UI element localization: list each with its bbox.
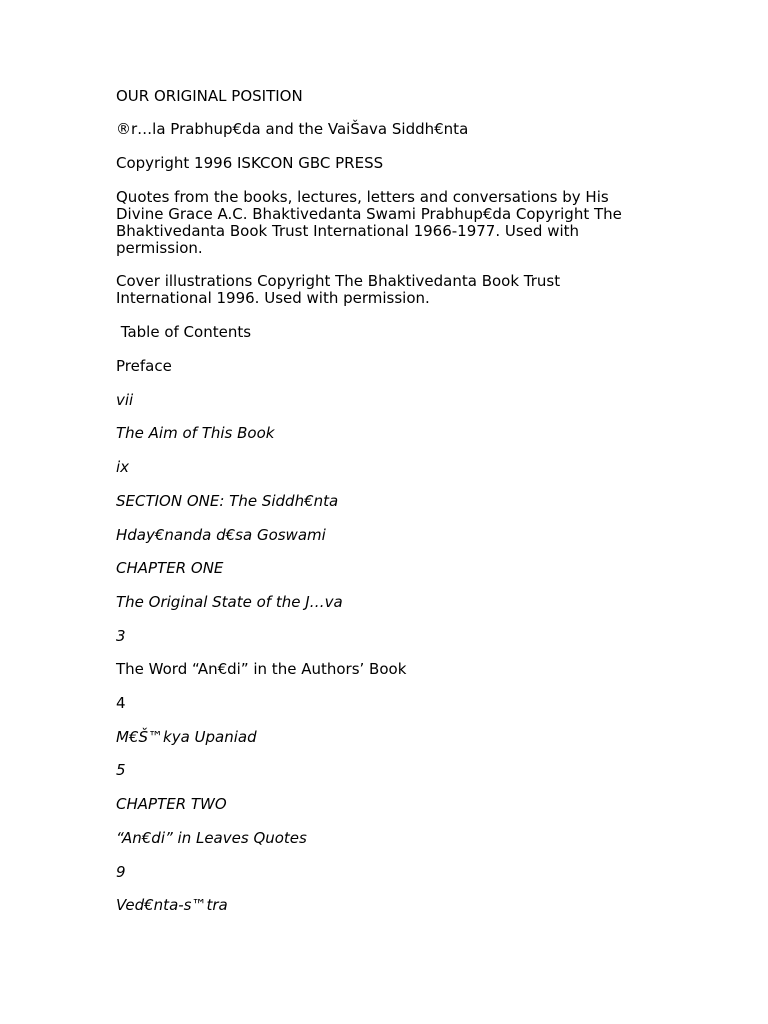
toc-entry: vii [116,391,134,409]
toc-entry: SECTION ONE: The Siddh€nta [116,492,339,510]
toc-entry: The Original State of the J…va [116,593,343,611]
document-subtitle: ®r…la Prabhup€da and the VaiŠava Siddh€nta [116,120,469,138]
toc-heading: Table of Contents [116,323,252,341]
toc-entry: Ved€nta-s™tra [116,896,228,914]
cover-notice: Cover illustrations Copyright The Bhaktivedanta Book Trust International 1996. Used with permission. [116,272,561,307]
toc-entry: The Aim of This Book [116,424,275,442]
toc-entry: 5 [116,761,126,779]
toc-entry: Hday€nanda d€sa Goswami [116,526,326,544]
toc-entry: 3 [116,627,126,645]
copyright-line: Copyright 1996 ISKCON GBC PRESS [116,154,384,172]
toc-entry: 9 [116,863,126,881]
toc-entry: 4 [116,694,126,712]
toc-entry: The Word “An€di” in the Authors’ Book [116,660,407,678]
document-title: OUR ORIGINAL POSITION [116,87,303,105]
toc-entry: CHAPTER TWO [116,795,227,813]
toc-entry: M€Š™kya Upaniad [116,728,257,746]
toc-entry: CHAPTER ONE [116,559,224,577]
quotes-notice: Quotes from the books, lectures, letters and conversations by His Divine Grace A.C. Bhaktivedanta Swami Prabhup€da Copyright The Bhaktivedanta Book Trust International 1966-1977. Used with permission. [116,188,622,257]
toc-entry: “An€di” in Leaves Quotes [116,829,307,847]
toc-entry: Preface [116,357,172,375]
toc-entry: ix [116,458,130,476]
